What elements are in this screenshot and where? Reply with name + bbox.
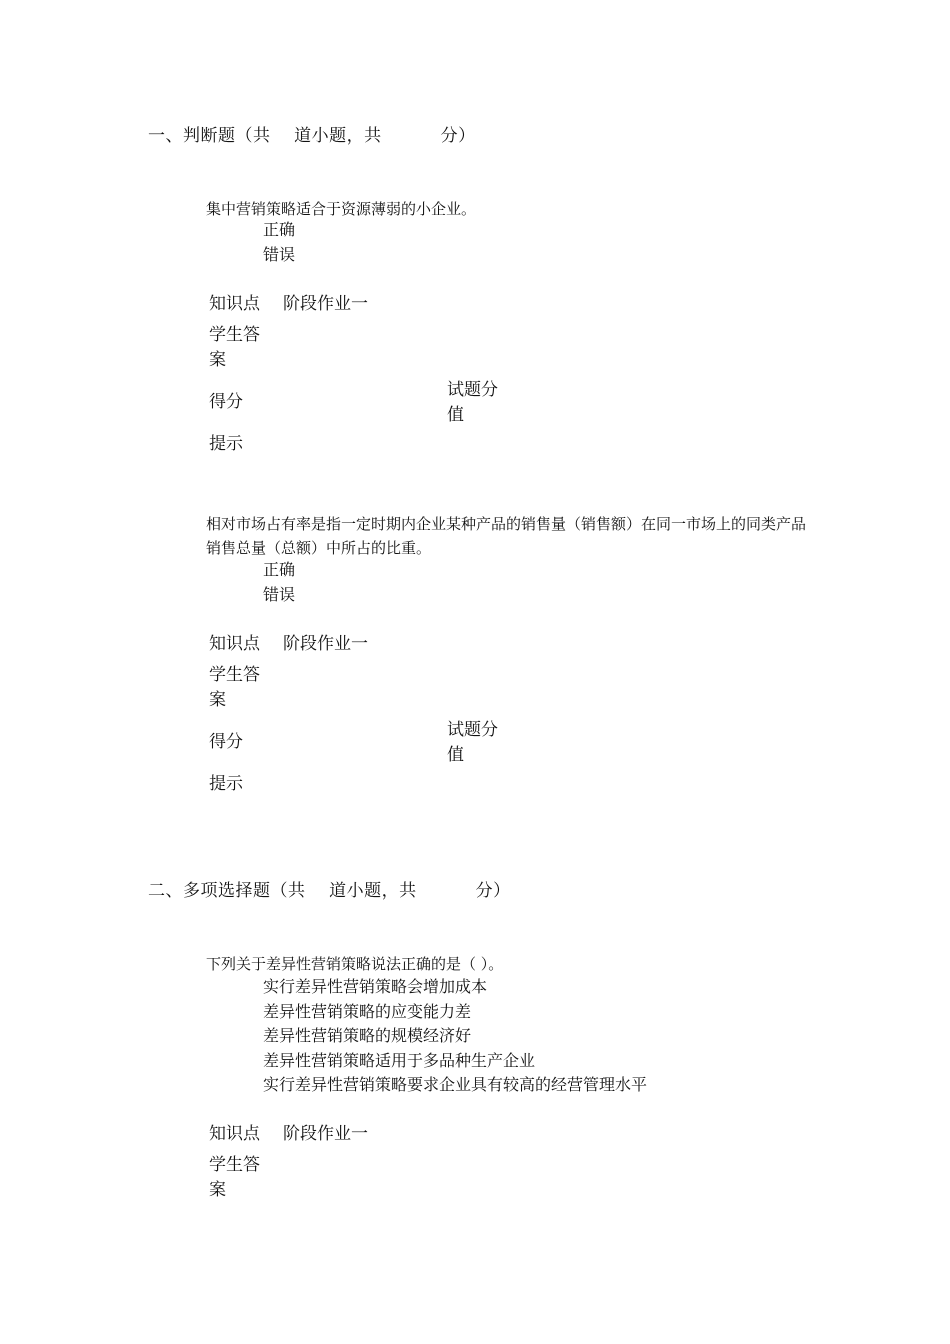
- knowledge-label: 知识点: [209, 1124, 260, 1144]
- knowledge-value: 阶段作业一: [283, 294, 368, 314]
- score-label: 得分: [209, 392, 243, 412]
- option-b[interactable]: 差异性营销策略的应变能力差: [263, 1001, 472, 1021]
- question-2-options: [263, 558, 295, 607]
- option-wrong[interactable]: 错误: [263, 584, 296, 604]
- question-value-label: 试题分值: [447, 720, 498, 765]
- question-1-options: [263, 218, 295, 267]
- score-label: 得分: [209, 732, 243, 752]
- student-answer-label: 学生答案: [209, 325, 260, 370]
- hint-label: 提示: [209, 434, 243, 454]
- section-title-judgment: 一、判断题（共 道小题，共 分）: [148, 126, 476, 146]
- option-correct[interactable]: 正确: [263, 220, 296, 239]
- question-3-options: [263, 975, 647, 1098]
- student-answer-label: 学生答案: [209, 665, 260, 710]
- question-value-label: 试题分值: [447, 380, 498, 425]
- option-e[interactable]: 实行差异性营销策略要求企业具有较高的经营管理水平: [263, 1075, 648, 1094]
- knowledge-value: 阶段作业一: [283, 1124, 368, 1144]
- knowledge-label: 知识点: [209, 294, 260, 314]
- hint-label: 提示: [209, 774, 243, 794]
- knowledge-value: 阶段作业一: [283, 634, 368, 654]
- option-wrong[interactable]: 错误: [263, 244, 296, 264]
- section-title-multiple-choice: 二、多项选择题（共 道小题，共 分）: [148, 881, 511, 901]
- option-d[interactable]: 差异性营销策略适用于多品种生产企业: [263, 1050, 536, 1070]
- question-1-text: 集中营销策略适合于资源薄弱的小企业。: [206, 200, 477, 218]
- option-a[interactable]: 实行差异性营销策略会增加成本: [263, 977, 488, 996]
- option-c[interactable]: 差异性营销策略的规模经济好: [263, 1026, 472, 1045]
- question-3-text: 下列关于差异性营销策略说法正确的是（ ）。: [206, 955, 504, 973]
- option-correct[interactable]: 正确: [263, 560, 296, 579]
- student-answer-label: 学生答案: [209, 1155, 260, 1200]
- knowledge-label: 知识点: [209, 634, 260, 654]
- question-2-text: 相对市场占有率是指一定时期内企业某种产品的销售量（销售额）在同一市场上的同类产品销售总量（总额）中所占的比重。: [206, 515, 807, 557]
